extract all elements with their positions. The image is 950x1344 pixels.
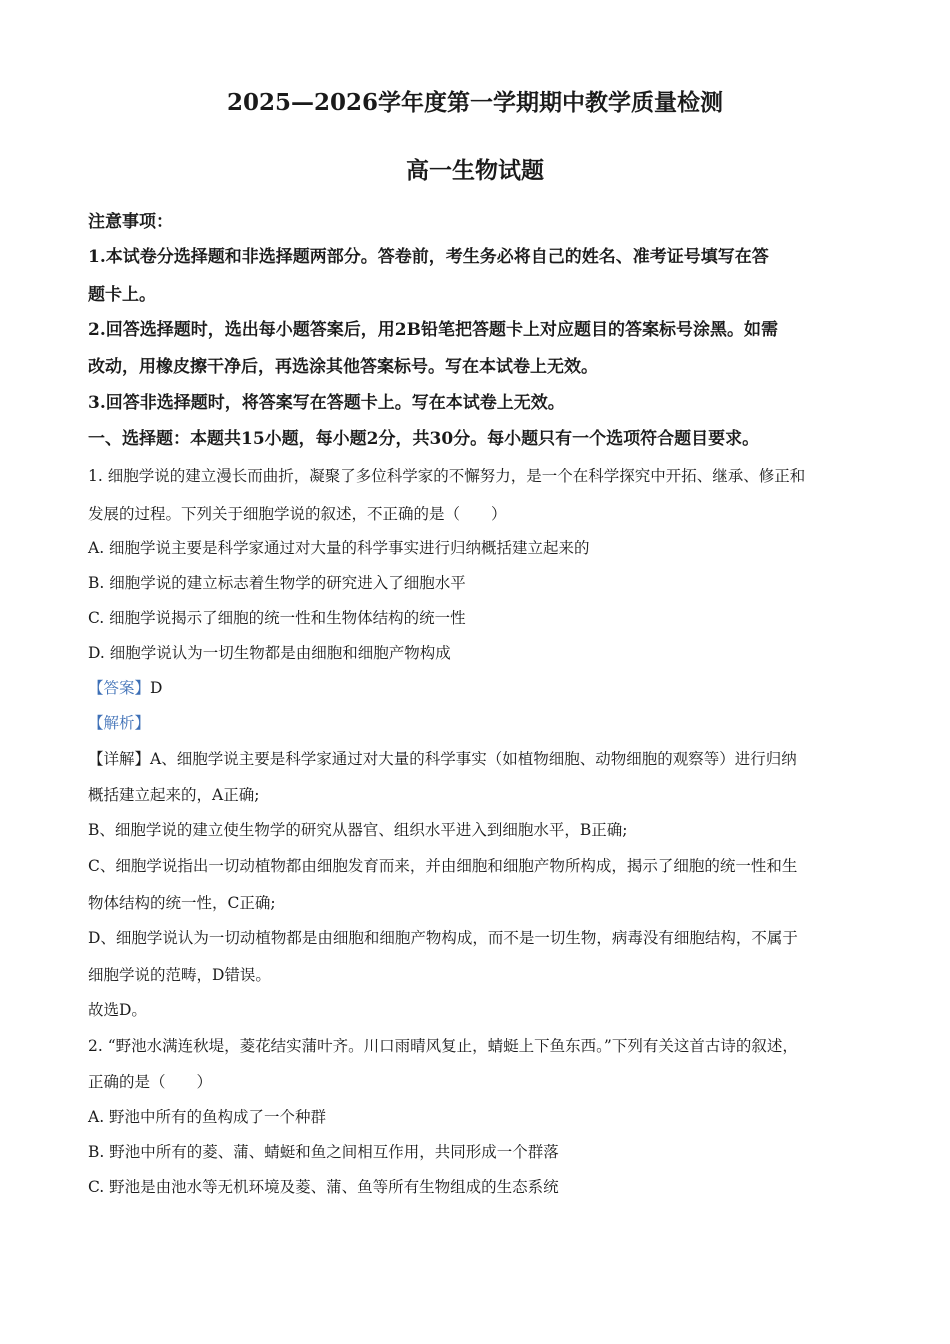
exam-title: 2025—2026学年度第一学期期中教学质量检测 — [226, 89, 724, 116]
q1-option-d: D. 细胞学说认为一切生物都是由细胞和细胞产物构成 — [88, 644, 451, 662]
q1-stem-line-1: 1. 细胞学说的建立漫长而曲折，凝聚了多位科学家的不懈努力，是一个在科学探究中开拓、继承、修正和 — [88, 467, 806, 485]
q1-detail-line-5: 物体结构的统一性，C正确; — [88, 894, 276, 912]
q1-detail-line-3: B、细胞学说的建立使生物学的研究从器官、组织水平进入到细胞水平，B正确; — [88, 821, 628, 839]
section-heading: 一、选择题：本题共15小题，每小题2分，共30分。每小题只有一个选项符合题目要求。 — [88, 429, 760, 449]
q1-option-c: C. 细胞学说揭示了细胞的统一性和生物体结构的统一性 — [88, 609, 466, 627]
q2-option-a: A. 野池中所有的鱼构成了一个种群 — [88, 1108, 327, 1126]
q2-stem-line-2: 正确的是（ ） — [88, 1073, 213, 1091]
analysis-tag: 【解析】 — [88, 714, 151, 732]
q1-detail-line-4: C、细胞学说指出一切动植物都由细胞发育而来，并由细胞和细胞产物所构成，揭示了细胞的统一性和生 — [88, 857, 798, 875]
exam-subtitle: 高一生物试题 — [406, 157, 544, 184]
note-2-line-1: 2.回答选择题时，选出每小题答案后，用2B铅笔把答题卡上对应题目的答案标号涂黑。如需 — [88, 320, 778, 340]
note-1-line-1: 1.本试卷分选择题和非选择题两部分。答卷前，考生务必将自己的姓名、准考证号填写在答 — [88, 247, 769, 267]
q1-option-b: B. 细胞学说的建立标志着生物学的研究进入了细胞水平 — [88, 574, 466, 592]
q1-detail-line-6: D、细胞学说认为一切动植物都是由细胞和细胞产物构成，而不是一切生物，病毒没有细胞结构，不属于 — [88, 929, 798, 947]
q1-option-a: A. 细胞学说主要是科学家通过对大量的科学事实进行归纳概括建立起来的 — [88, 539, 590, 557]
q1-stem-line-2: 发展的过程。下列关于细胞学说的叙述，不正确的是（ ） — [88, 505, 507, 523]
q2-stem-line-1: 2. “野池水满连秋堤，菱花结实蒲叶齐。川口雨晴风复止，蜻蜓上下鱼东西。”下列有关这首古诗的叙述， — [88, 1037, 798, 1055]
note-2-line-2: 改动，用橡皮擦干净后，再选涂其他答案标号。写在本试卷上无效。 — [88, 357, 598, 377]
answer-tag: 【答案】 — [88, 679, 151, 697]
q1-conclusion: 故选D。 — [88, 1001, 147, 1019]
q2-option-b: B. 野池中所有的菱、蒲、蜻蜓和鱼之间相互作用，共同形成一个群落 — [88, 1143, 559, 1161]
answer-value: D — [150, 679, 163, 697]
q1-detail-line-7: 细胞学说的范畴，D错误。 — [88, 966, 271, 984]
notes-heading: 注意事项： — [88, 212, 173, 232]
note-3: 3.回答非选择题时，将答案写在答题卡上。写在本试卷上无效。 — [88, 393, 565, 413]
q1-detail-line-2: 概括建立起来的，A正确; — [88, 786, 260, 804]
q1-detail-line-1: 【详解】A、细胞学说主要是科学家通过对大量的科学事实（如植物细胞、动物细胞的观察等）进行归纳 — [88, 750, 797, 768]
q2-option-c: C. 野池是由池水等无机环境及菱、蒲、鱼等所有生物组成的生态系统 — [88, 1178, 559, 1196]
q1-answer-line — [88, 677, 863, 699]
note-1-line-2: 题卡上。 — [88, 285, 156, 305]
